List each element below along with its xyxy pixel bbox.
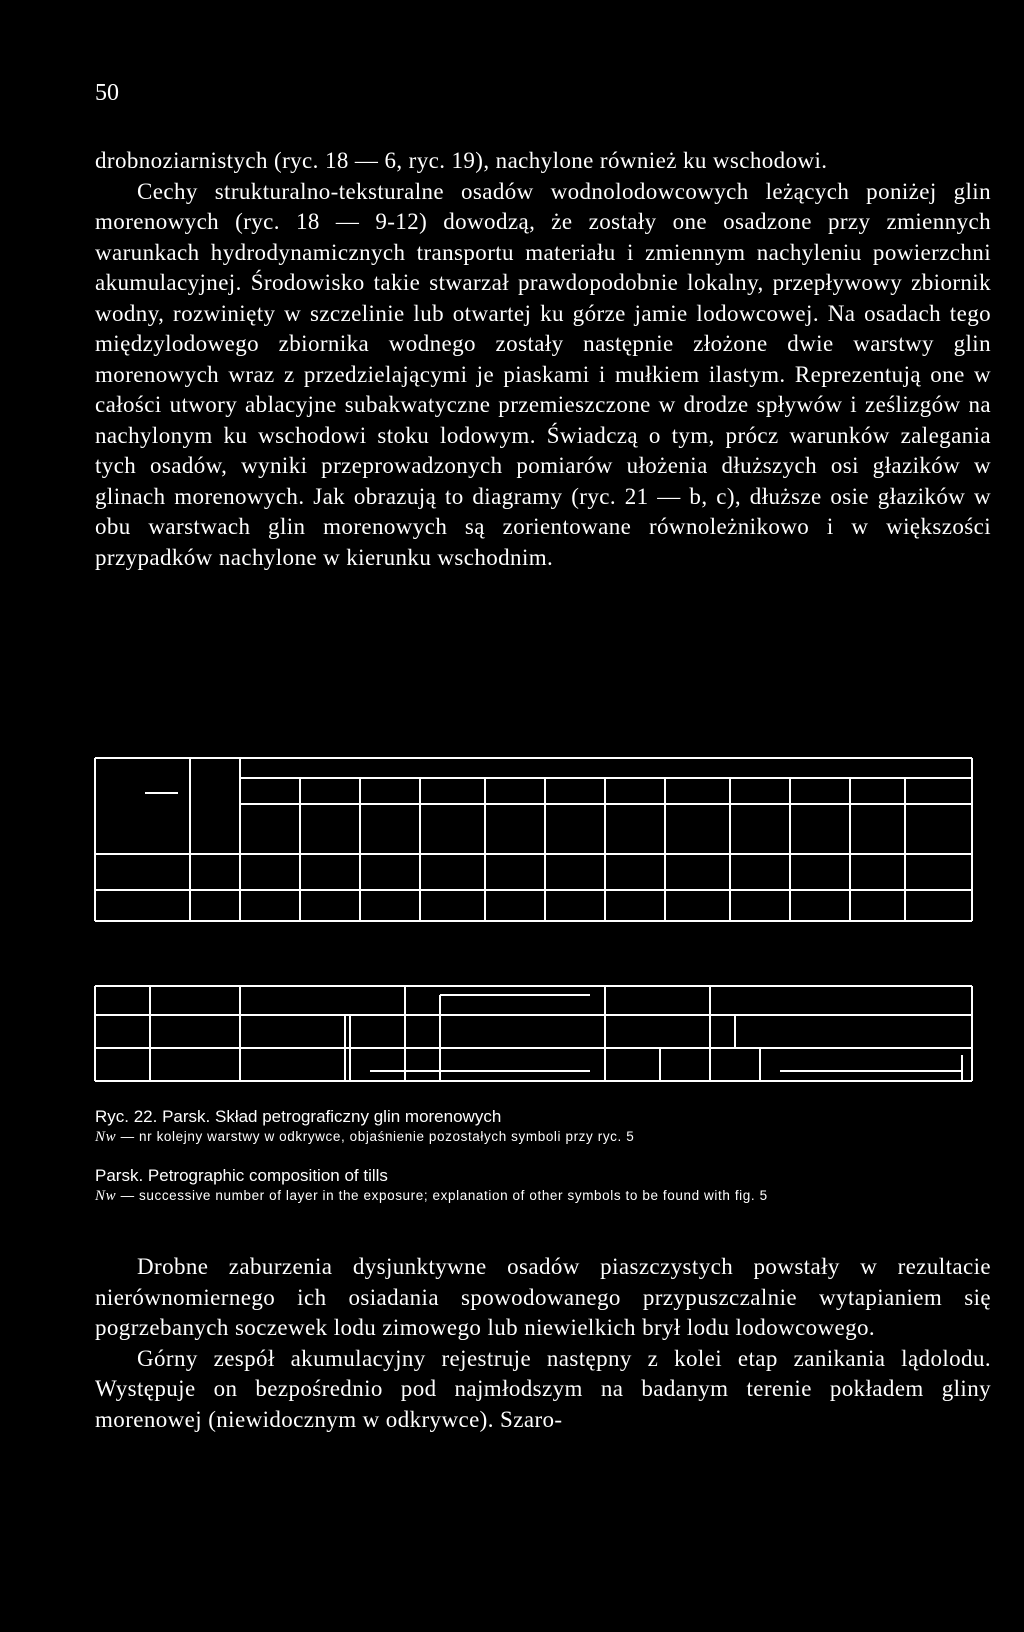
- figure-caption-polish: [95, 1106, 991, 1146]
- page-number: 50: [95, 80, 119, 106]
- lower-table-grid: [95, 986, 972, 1081]
- caption-symbol: Nw: [95, 1188, 117, 1204]
- caption-note: [95, 1128, 991, 1146]
- caption-note-text: — successive number of layer in the exposure; explanation of other symbols to be found with fig. 5: [116, 1188, 768, 1203]
- bottom-text-block: [95, 1252, 991, 1435]
- caption-note-text: — nr kolejny warstwy w odkrywce, objaśnienie pozostałych symboli przy ryc. 5: [116, 1129, 635, 1144]
- paragraph: Cechy strukturalno-teksturalne osadów wodnolodowcowych leżących poniżej glin morenowych (ryc. 18 — 9-12) dowodzą, że zostały one osadzone przy zmiennych warunkach hydrodynamicznych transportu materiału i zmiennym nachyleniu powierzchni akumulacyjnej. Środowisko takie stwarzał prawdopodobnie lokalny, przepływowy zbiornik wodny, rozwinięty w szczelinie lub otwartej ku górze jamie lodowcowej. Na osadach tego międzylodowego zbiornika wodnego zostały następnie złożone dwie warstwy glin morenowych wraz z przedzielającymi je piaskami i mułkiem ilastym. Reprezentują one w całości utwory ablacyjne subakwatyczne przemieszczone w drodze spływów i ześlizgów na nachylonym ku wschodowi stoku lodowym. Świadczą o tym, prócz warunków zalegania tych osadów, wyniki przeprowadzonych pomiarów ułożenia dłuższych osi głazików w glinach morenowych. Jak obrazują to diagramy (ryc. 21 — b, c), dłuższe osie głazików w obu warstwach glin morenowych są zorientowane równoleżnikowo i w większości przypadków nachylone w kierunku wschodnim.: [95, 178, 991, 570]
- caption-note: [95, 1187, 991, 1205]
- figure-caption-english: [95, 1165, 991, 1205]
- caption-title: Ryc. 22. Parsk. Skład petrograficzny glin morenowych: [95, 1107, 502, 1126]
- paragraph: Drobne zaburzenia dysjunktywne osadów piaszczystych powstały w rezultacie nierównomiernego ich osiadania spowodowanego przypuszczalnie wytapianiem się pogrzebanych soczewek lodu zimowego lub niewielkich brył lodu lodowcowego.: [95, 1254, 991, 1340]
- paragraph: drobnoziarnistych (ryc. 18 — 6, ryc. 19), nachylone również ku wschodowi.: [95, 148, 828, 173]
- upper-table-grid: [95, 758, 972, 921]
- caption-symbol: Nw: [95, 1129, 117, 1145]
- paragraph: Górny zespół akumulacyjny rejestruje następny z kolei etap zanikania lądolodu. Występuje on bezpośrednio pod najmłodszym na badanym terenie pokładem gliny morenowej (niewidocznym w odkrywce). Szaro-: [95, 1345, 991, 1432]
- caption-title: Parsk. Petrographic composition of tills: [95, 1166, 388, 1185]
